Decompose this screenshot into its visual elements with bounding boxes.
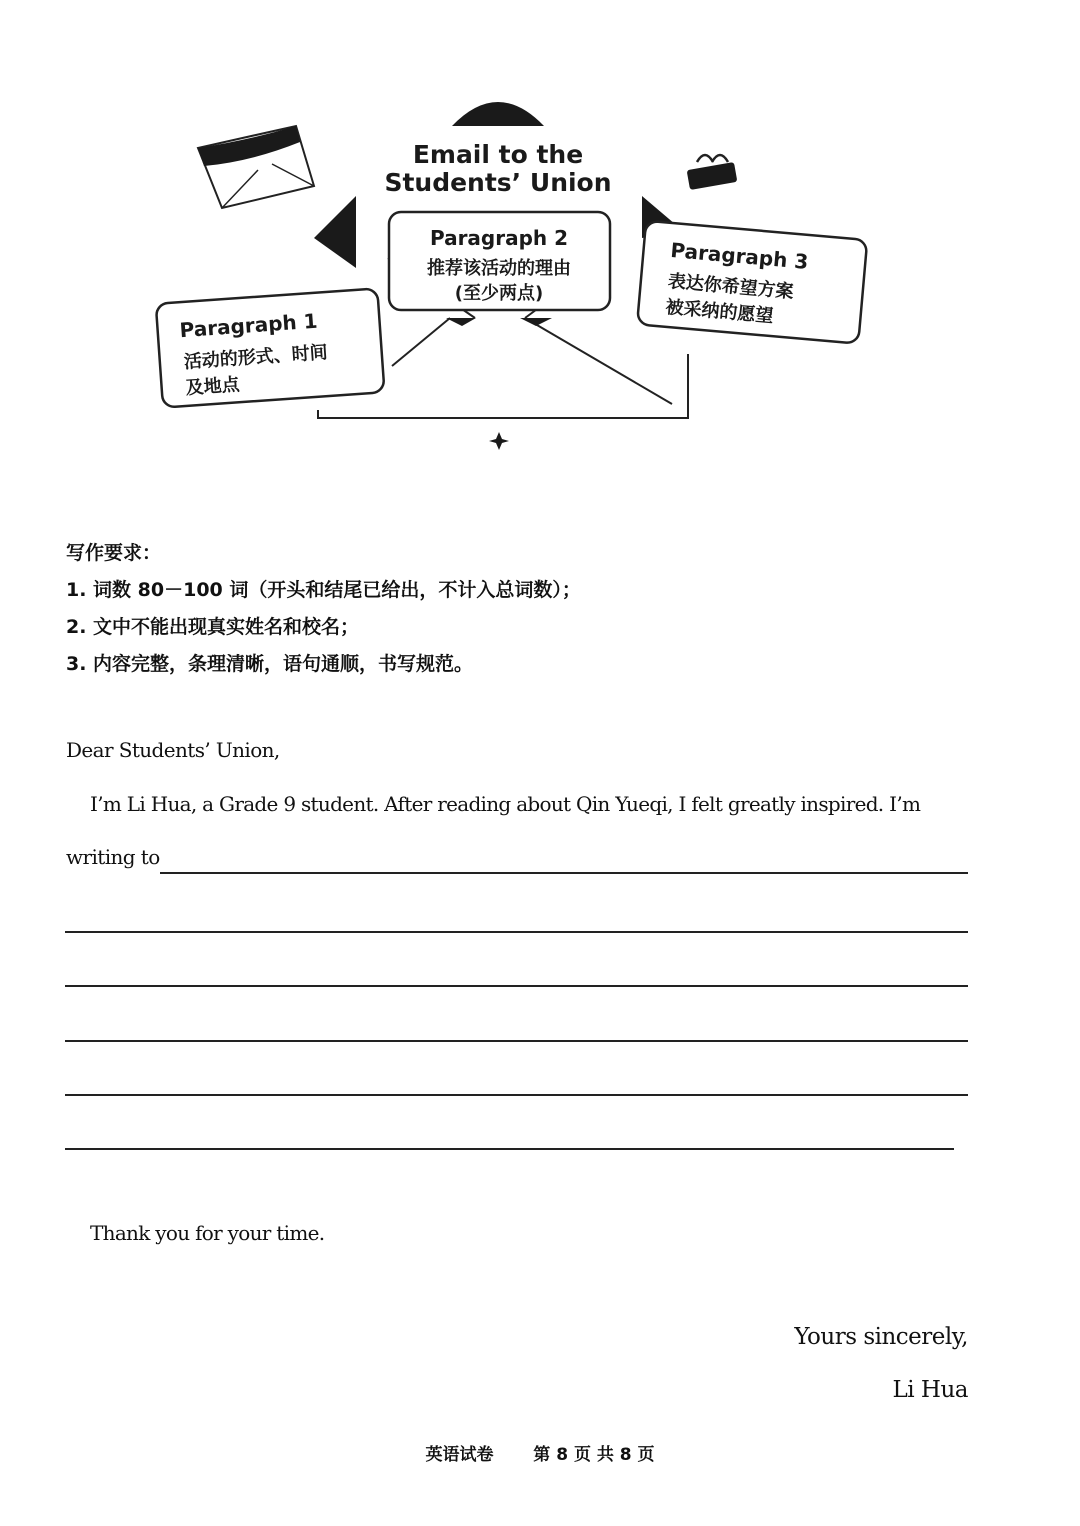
writing-requirements xyxy=(66,535,581,683)
email-outline-diagram xyxy=(0,0,1080,470)
answer-line-4[interactable] xyxy=(65,1040,968,1042)
paragraph-1-box xyxy=(156,288,385,407)
letter-opening: I’m Li Hua, a Grade 9 student. After reading about Qin Yueqi, I felt greatly inspired. I’m xyxy=(90,792,921,816)
answer-line-3[interactable] xyxy=(65,985,968,987)
paragraph-2-box xyxy=(389,212,610,310)
paragraph-2-line2: (至少两点) xyxy=(454,283,544,304)
answer-line-5[interactable] xyxy=(65,1094,968,1096)
answer-line-6[interactable] xyxy=(65,1148,954,1150)
diagram-title-line2: Students’ Union xyxy=(384,168,612,197)
letter-prompt: writing to xyxy=(66,845,160,869)
flap-mid-left xyxy=(446,318,476,326)
requirements-title: 写作要求： xyxy=(66,542,162,564)
requirement-item-3: 3. 内容完整，条理清晰，语句通顺，书写规范。 xyxy=(66,653,474,675)
letter-signature: Li Hua xyxy=(892,1377,968,1403)
paragraph-3-line2: 被采纳的愿望 xyxy=(664,296,775,328)
paragraph-2-line1: 推荐该活动的理由 xyxy=(427,258,571,279)
letter-thanks: Thank you for your time. xyxy=(90,1221,325,1245)
paragraph-3-box xyxy=(637,221,867,344)
letter-closing: Yours sincerely, xyxy=(794,1324,968,1350)
letter-greeting: Dear Students’ Union, xyxy=(66,738,280,762)
requirement-item-1: 1. 词数 80－100 词（开头和结尾已给出，不计入总词数）； xyxy=(66,579,581,601)
page-footer xyxy=(0,1440,1080,1465)
answer-line-2[interactable] xyxy=(65,931,968,933)
paragraph-2-heading: Paragraph 2 xyxy=(429,226,569,250)
binder-clip-icon xyxy=(687,155,738,190)
flap-left xyxy=(314,196,356,268)
paragraph-3-line1: 表达你希望方案 xyxy=(667,270,795,303)
paragraph-3-heading: Paragraph 3 xyxy=(669,238,810,274)
sparkle-icon xyxy=(489,432,509,450)
dome-decoration xyxy=(452,102,544,126)
paragraph-1-line2: 及地点 xyxy=(185,374,241,399)
paragraph-1-line1: 活动的形式、时间 xyxy=(183,342,329,374)
answer-line-1[interactable] xyxy=(160,872,968,874)
envelope-icon xyxy=(198,126,314,208)
requirement-item-2: 2. 文中不能出现真实姓名和校名； xyxy=(66,616,360,638)
footer-page-info: 第 8 页 共 8 页 xyxy=(533,1445,655,1465)
footer-subject: 英语试卷 xyxy=(425,1445,494,1465)
diagram-title-line1: Email to the xyxy=(412,140,584,169)
paragraph-1-heading: Paragraph 1 xyxy=(178,308,319,343)
flap-mid-right xyxy=(520,318,552,326)
